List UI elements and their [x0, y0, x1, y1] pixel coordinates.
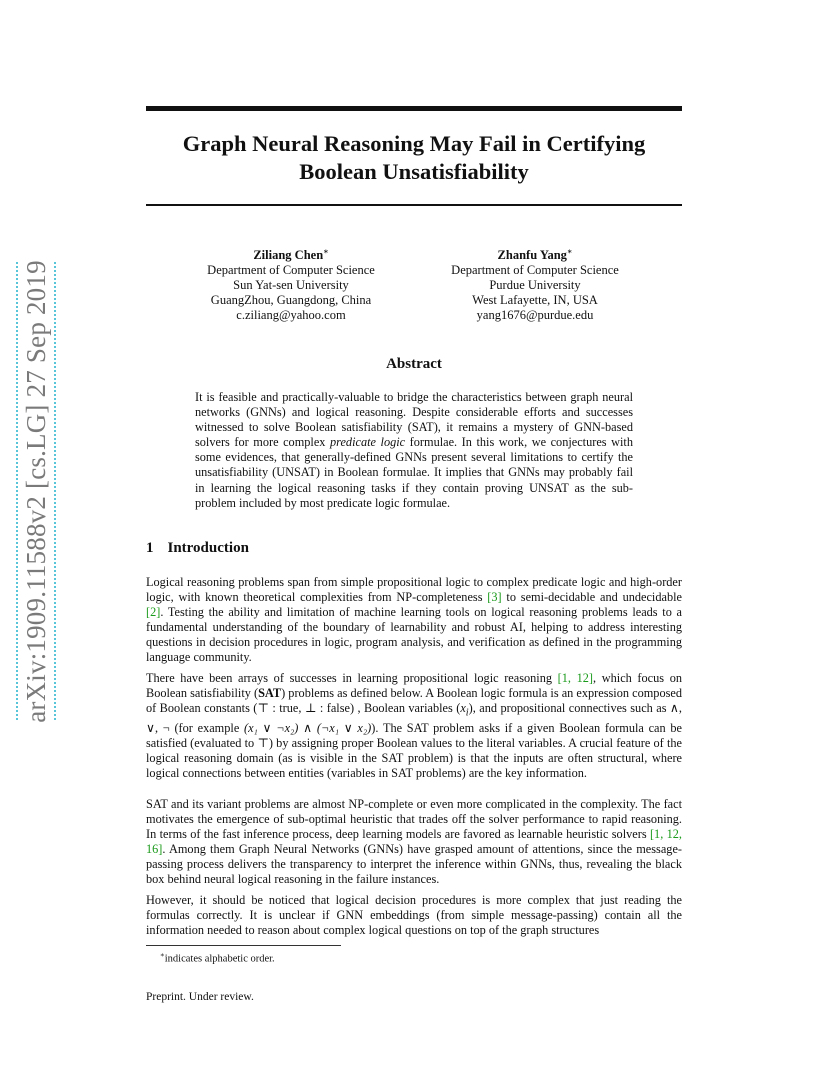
citation-link[interactable]: [1, 12]	[557, 671, 594, 685]
abstract-text: It is feasible and practically-valuable to bridge the characteristics between graph neural networks (GNNs) and logical reasoning. Despite considerable efforts and successes witnessed to solve Boolean satisfiability (SAT), it remains a mystery of GNN-based solvers for more complex predicate logic formulae. In this work, we conjectures with some evidences, that generally-defined GNNs present several limitations to certify the unsatisfiability (UNSAT) in Boolean formulae. It implies that GNNs may probably fail in learning the logical reasoning tasks if they contain proving UNSAT as the sub-problem included by most predicate logic formulae.	[195, 390, 633, 510]
author-location: GuangZhou, Guangdong, China	[210, 293, 372, 308]
author-department: Department of Computer Science	[451, 263, 619, 278]
arxiv-stamp	[14, 259, 58, 723]
footnote-mark: ∗	[160, 951, 165, 959]
intro-paragraph-4: However, it should be noticed that logical decision procedures is more complex that just reading the formulas correctly. It is unclear if GNN embeddings (from simple message-passing) contain all the information needed to reason about complex logical questions on top of the graph structures	[146, 893, 682, 937]
preprint-notice: Preprint. Under review.	[146, 991, 254, 1003]
title-top-rule	[146, 106, 682, 111]
author-department: Department of Computer Science	[207, 263, 375, 278]
author-email[interactable]: c.ziliang@yahoo.com	[236, 308, 346, 323]
arxiv-identifier: arXiv:1909.11588v2 [cs.LG] 27 Sep 2019	[20, 259, 51, 723]
author-block-1	[176, 244, 406, 323]
author-university: Sun Yat-sen University	[233, 278, 349, 293]
section-title: Introduction	[167, 540, 249, 556]
author-name: Ziliang Chen∗	[253, 247, 329, 263]
title-line-1: Graph Neural Reasoning May Fail in Certifying	[182, 131, 646, 156]
abstract-heading: Abstract	[386, 356, 442, 372]
citation-link[interactable]: [3]	[487, 589, 502, 604]
intro-paragraph-1: Logical reasoning problems span from simple propositional logic to complex predicate logic and high-order logic, with known theoretical complexities from NP-completeness [3] to semi-decidable and undecidable [2]. Testing the ability and limitation of machine learning tools on logical reasoning problems leads to a fundamental understanding of the boundary of learnability and robust AI, helping to address interesting questions in decision procedures in logic, program analysis, and verification as defined in the programming language community.	[146, 575, 682, 664]
section-number: 1	[146, 540, 154, 556]
title-line-2: Boolean Unsatisfiability	[299, 159, 529, 184]
title-bottom-rule	[146, 204, 682, 206]
math-formula: (x₁ ∨ ¬x₂) ∧ (¬x₁ ∨ x₂)	[244, 721, 372, 736]
section-heading-introduction	[146, 540, 249, 557]
intro-paragraph-3: SAT and its variant problems are almost NP-complete or even more complicated in the complexity. The fact motivates the emergence of sub-optimal heuristic that trades off the solver performance to rapid reasoning. In terms of the fast inference process, deep learning models are favored as learnable heuristic solvers [1, 12, 16]. Among them Graph Neural Networks (GNNs) have grasped amount of attentions, since the message-passing process delivers the transparency to interpret the inference within GNNs, thus, revealing the black box behind neural logical reasoning in the failure instances.	[146, 797, 682, 886]
author-mark: ∗	[566, 247, 573, 256]
author-email[interactable]: yang1676@purdue.edu	[476, 308, 594, 323]
sat-term: SAT	[258, 685, 282, 700]
citation-link[interactable]: [1, 12, 16]	[146, 826, 682, 856]
footnote-rule	[146, 945, 341, 946]
author-block-2	[420, 244, 650, 323]
abstract-emphasis: predicate logic	[330, 435, 406, 450]
math-variable: $x_i$	[460, 700, 469, 719]
intro-paragraph-2: There have been arrays of successes in learning propositional logic reasoning [1, 12], which focus on Boolean satisfiability (SAT) problems as defined below. A Boolean logic formula is an expression composed of Boolean constants (⊤ : true, ⊥ : false) , Boolean variables $(x_i)$, and propositional connectives such as ∧, ∨, ¬ (for example (x₁ ∨ ¬x₂) ∧ (¬x₁ ∨ x₂)). The SAT problem asks if a given Boolean formula can be satisfied (evaluated to ⊤) by assigning proper Boolean values to the literal variables. A crucial feature of the logical reasoning domain (as is visible in the SAT problem) is that the inputs are often structural, where logical connections between entities (variables in SAT problems) are the key information.	[146, 671, 683, 780]
author-name: Zhanfu Yang∗	[497, 247, 573, 263]
paper-title	[146, 130, 682, 186]
footnote: ∗indicates alphabetic order.	[160, 951, 275, 965]
author-location: West Lafayette, IN, USA	[472, 293, 598, 308]
author-mark: ∗	[323, 247, 329, 256]
citation-link[interactable]: [2]	[146, 604, 161, 619]
author-university: Purdue University	[489, 278, 581, 293]
